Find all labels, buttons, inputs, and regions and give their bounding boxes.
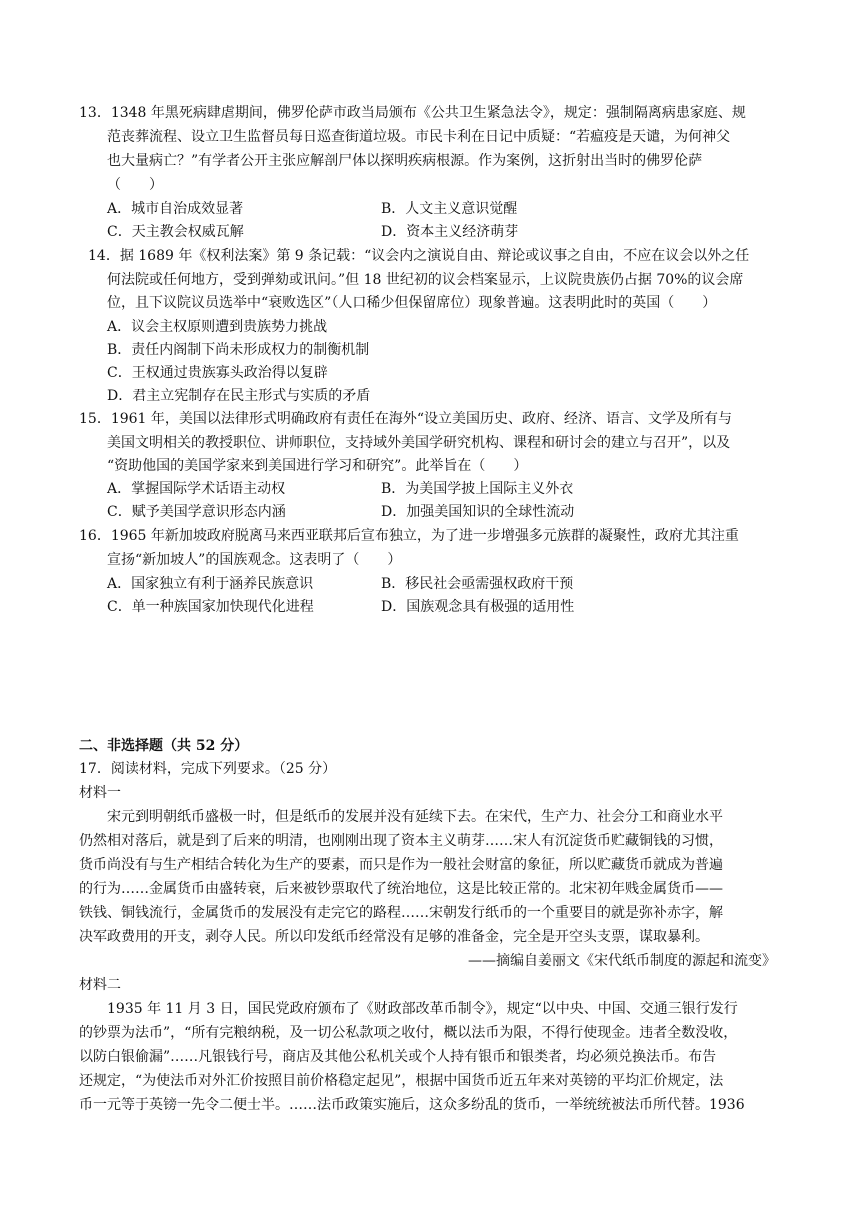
question-13-option-a: A．城市自治成效显著 (107, 201, 244, 217)
material-1-source: ——摘编自姜丽文《宋代纸币制度的源起和流变》 (468, 953, 776, 969)
material-2-line-1: 1935 年 11 月 3 日，国民党政府颁布了《财政部改革币制令》，规定“以中央、中国、交通三银行发行 (107, 1001, 738, 1017)
question-16-option-a: A．国家独立有利于涵养民族意识 (107, 576, 314, 592)
question-14-option-c: C．王权通过贵族寡头政治得以复辟 (107, 365, 328, 381)
question-15-option-a: A．掌握国际学术话语主动权 (107, 481, 286, 497)
material-1-line-2: 仍然相对落后，就是到了后来的明清，也刚刚出现了资本主义萌芽……宋人有沉淀货币贮藏铜钱的习惯， (79, 833, 723, 849)
question-13-line-3: 也大量病亡？”有学者公开主张应解剖尸体以探明疾病根源。作为案例，这折射出当时的佛罗伦萨 (107, 153, 703, 169)
material-2-line-2: 的钞票为法币”，“所有完粮纳税，及一切公私款项之收付，概以法币为限，不得行使现金。违者全数没收， (79, 1025, 738, 1041)
material-1-line-3: 货币尚没有与生产相结合转化为生产的要素，而只是作为一般社会财富的象征，所以贮藏货币就成为普遍 (79, 857, 723, 873)
question-15-option-b: B．为美国学披上国际主义外衣 (381, 481, 574, 497)
question-13-option-b: B．人文主义意识觉醒 (381, 201, 518, 217)
question-14-line-3: 位，且下议院议员选举中“衰败选区”（人口稀少但保留席位）现象普遍。这表明此时的英国（ ） (107, 295, 717, 311)
material-2-line-4: 还规定，“为使法币对外汇价按照目前价格稳定起见”，根据中国货币近五年来对英镑的平均汇价规定，法 (79, 1073, 724, 1089)
material-2-line-5: 币一元等于英镑一先令二便士半。……法币政策实施后，这众多纷乱的货币，一举统统被法币所代替。1936 (79, 1097, 745, 1113)
question-15-line-3: “资助他国的美国学家来到美国进行学习和研究”。此举旨在（ ） (107, 458, 528, 474)
question-15-line-2: 美国文明相关的教授职位、讲师职位，支持域外美国学研究机构、课程和研讨会的建立与召开”，以及 (107, 435, 731, 451)
material-1-line-4: 的行为……金属货币由盛转衰，后来被钞票取代了统治地位，这是比较正常的。北宋初年贱金属货币—— (79, 881, 723, 897)
section-heading: 二、非选择题（共 52 分） (79, 738, 249, 754)
question-13-line-2: 范丧葬流程、设立卫生监督员每日巡查街道垃圾。市民卡利在日记中质疑：“若瘟疫是天谴，为何神父 (107, 129, 731, 145)
question-14-option-a: A．议会主权原则遭到贵族势力挑战 (107, 319, 328, 335)
question-16-option-c: C．单一种族国家加快现代化进程 (107, 599, 314, 615)
question-13-line-1: 13．1348 年黑死病肆虐期间，佛罗伦萨市政当局颁布《公共卫生紧急法令》，规定：强制隔离病患家庭、规 (79, 105, 746, 121)
question-17-prompt: 17．阅读材料，完成下列要求。（25 分） (79, 761, 337, 777)
question-16-option-b: B．移民社会亟需强权政府干预 (381, 576, 574, 592)
question-16-line-2: 宣扬“新加坡人”的国族观念。这表明了（ ） (107, 552, 402, 568)
question-14-option-b: B．责任内阁制下尚未形成权力的制衡机制 (107, 342, 370, 358)
question-15-option-c: C．赋予美国学意识形态内涵 (107, 504, 286, 520)
question-15-line-1: 15．1961 年，美国以法律形式明确政府有责任在海外“设立美国历史、政府、经济、语言、文学及所有与 (79, 411, 733, 427)
question-13-answer-blank: （ ） (107, 177, 163, 193)
question-16-option-d: D．国族观念具有极强的适用性 (381, 599, 575, 615)
material-1-line-6: 决军政费用的开支，剥夺人民。所以印发纸币经常没有足够的准备金，完全是开空头支票，谋取暴利。 (79, 929, 709, 945)
question-14-line-1: 14．据 1689 年《权利法案》第 9 条记载：“议会内之演说自由、辩论或议事之自由，不应在议会以外之任 (88, 248, 750, 264)
question-15-option-d: D．加强美国知识的全球性流动 (381, 504, 575, 520)
material-2-line-3: 以防白银偷漏”……凡银钱行号，商店及其他公私机关或个人持有银币和银类者，均必须兑换法币。布告 (79, 1049, 717, 1065)
material-1-label: 材料一 (79, 785, 121, 801)
material-2-label: 材料二 (79, 977, 121, 993)
question-14-line-2: 何法院或任何地方，受到弹劾或讯问。”但 18 世纪初的议会档案显示，上议院贵族仍占据 70%的议会席 (107, 272, 744, 288)
material-1-line-5: 铁钱、铜钱流行，金属货币的发展没有走完它的路程……宋朝发行纸币的一个重要目的就是弥补赤字，解 (79, 905, 723, 921)
question-13-option-c: C．天主教会权威瓦解 (107, 224, 244, 240)
question-16-line-1: 16．1965 年新加坡政府脱离马来西亚联邦后宣布独立，为了进一步增强多元族群的凝聚性，政府尤其注重 (79, 528, 739, 544)
question-14-option-d: D．君主立宪制存在民主形式与实质的矛盾 (107, 388, 371, 404)
material-1-line-1: 宋元到明朝纸币盛极一时，但是纸币的发展并没有延续下去。在宋代，生产力、社会分工和商业水平 (107, 809, 723, 825)
question-13-option-d: D．资本主义经济萌芽 (381, 224, 519, 240)
